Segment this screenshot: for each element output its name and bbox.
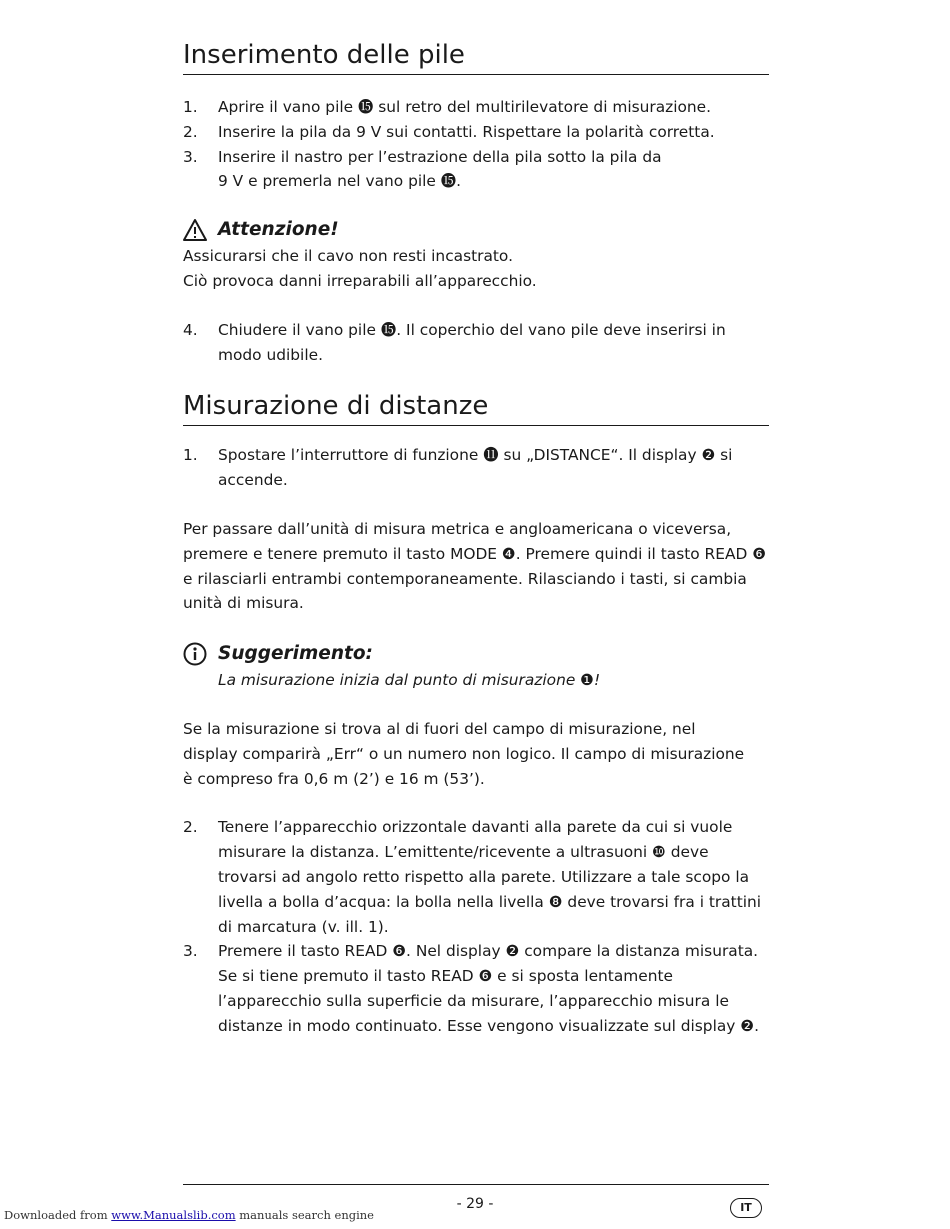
distance-step-1 bbox=[183, 443, 769, 493]
list-item bbox=[183, 318, 769, 368]
step-text: Tenere l’apparecchio orizzontale davanti alla parete da cui si vuole misurare la distanza. L’emittente/ricevente a ultrasuoni ❿ deve trovarsi ad angolo retto rispetto alla parete. Utilizzare a tale scopo la livella a bolla d’acqua: la bolla nella livella ❽ deve trovarsi fra i trattini di marcatura (v. ill. 1). bbox=[218, 818, 762, 936]
list-item bbox=[183, 815, 769, 939]
page-number: - 29 - bbox=[456, 1196, 494, 1212]
tip-block bbox=[183, 640, 769, 693]
warning-title: Attenzione! bbox=[218, 219, 339, 241]
list-item bbox=[183, 145, 769, 195]
list-item bbox=[183, 443, 769, 493]
distance-steps bbox=[183, 815, 769, 1038]
step-text: Chiudere il vano pile ⓯. Il coperchio del vano pile deve inserirsi in modo udibile. bbox=[218, 320, 726, 364]
info-icon bbox=[183, 642, 207, 666]
step-text: Spostare l’interruttore di funzione ⓫ su „DISTANCE“. Il display ❷ si accende. bbox=[218, 446, 733, 490]
warning-triangle-icon bbox=[183, 218, 207, 242]
page-content bbox=[183, 38, 769, 1039]
warning-heading bbox=[183, 216, 769, 244]
download-suffix: manuals search engine bbox=[239, 1208, 374, 1222]
step-text: Inserire la pila da 9 V sui contatti. Rispettare la polarità corretta. bbox=[218, 122, 715, 141]
step-number: 4. bbox=[183, 320, 198, 339]
section-title-battery: Inserimento delle pile bbox=[183, 38, 769, 75]
step-number: 2. bbox=[183, 818, 198, 837]
download-notice bbox=[4, 1208, 374, 1222]
list-item bbox=[183, 95, 769, 120]
units-paragraph: Per passare dall’unità di misura metrica e angloamericana o viceversa, premere e tenere premuto il tasto MODE ❹. Premere quindi il tasto READ ❻ e rilasciarli entrambi contemporaneamente. Rilasciando i tasti, si cambia unità di misura. bbox=[183, 519, 767, 613]
list-item bbox=[183, 120, 769, 145]
tip-title: Suggerimento: bbox=[218, 643, 373, 665]
step-number: 3. bbox=[183, 942, 198, 961]
step-number: 1. bbox=[183, 98, 198, 116]
list-item bbox=[183, 939, 769, 1038]
section-title-distance: Misurazione di distanze bbox=[183, 389, 769, 426]
download-prefix: Downloaded from bbox=[4, 1208, 108, 1222]
footer-divider bbox=[183, 1184, 769, 1185]
tip-heading bbox=[183, 640, 769, 668]
step-text: Aprire il vano pile ⓯ sul retro del multirilevatore di misurazione. bbox=[218, 98, 712, 116]
battery-step-4 bbox=[183, 318, 769, 368]
step-number: 1. bbox=[183, 446, 198, 465]
step-text: Inserire il nastro per l’estrazione della pila sotto la pila da 9 V e premerla nel vano pile ⓯. bbox=[218, 147, 662, 191]
warning-line: Assicurarsi che il cavo non resti incastrato. bbox=[183, 247, 513, 266]
step-text: Premere il tasto READ ❻. Nel display ❷ compare la distanza misurata. Se si tiene premuto il tasto READ ❻ e si sposta lentamente l’apparecchio sulla superficie da misurare, l’apparecchio misura le distanze in modo continuato. Esse vengono visualizzate sul display ❷. bbox=[218, 942, 759, 1035]
step-number: 3. bbox=[183, 147, 198, 166]
tip-text: La misurazione inizia dal punto di misurazione ❶! bbox=[218, 671, 601, 690]
language-badge: IT bbox=[730, 1198, 762, 1218]
range-paragraph: Se la misurazione si trova al di fuori del campo di misurazione, nel display comparirà „Err“ o un numero non logico. Il campo di misurazione è compreso fra 0,6 m (2’) e 16 m (53’). bbox=[183, 719, 745, 788]
manualslib-link[interactable]: www.Manualslib.com bbox=[111, 1208, 236, 1222]
step-number: 2. bbox=[183, 122, 198, 141]
warning-block bbox=[183, 216, 769, 294]
battery-steps bbox=[183, 95, 769, 194]
warning-line: Ciò provoca danni irreparabili all’apparecchio. bbox=[183, 271, 537, 290]
